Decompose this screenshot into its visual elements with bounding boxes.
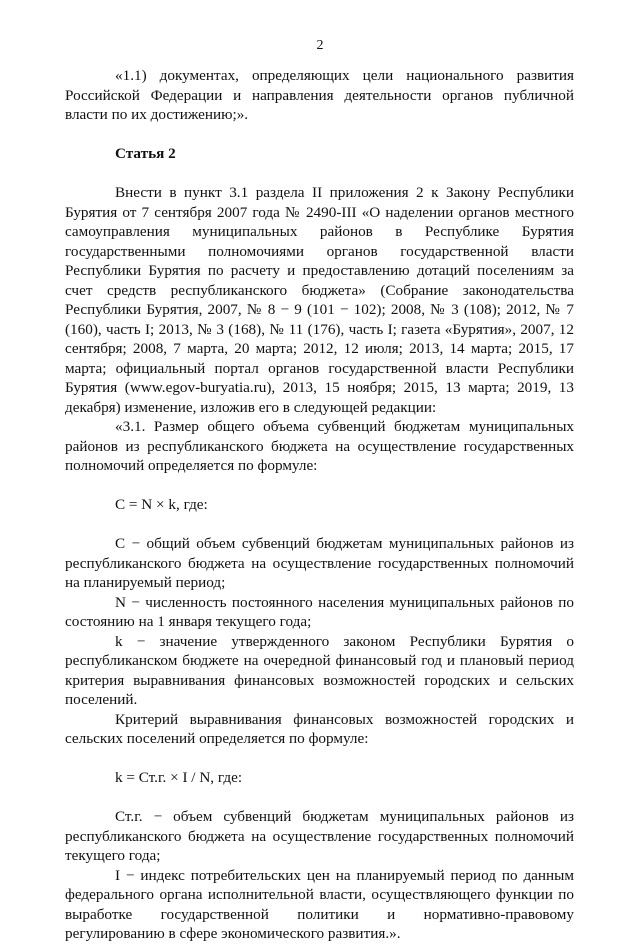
definition-c: C − общий объем субвенций бюджетам муниципальных районов из республиканского бюджета на осуществление государственных полномочий на планируемый период; xyxy=(65,535,574,591)
document-body xyxy=(65,66,574,944)
article-heading: Статья 2 xyxy=(115,145,176,162)
formula-intro-paragraph: «3.1. Размер общего объема субвенций бюджетам муниципальных районов из республиканского бюджета на осуществление государственных полномочий определяется по формуле: xyxy=(65,418,574,474)
amendment-paragraph: Внести в пункт 3.1 раздела II приложения 2 к Закону Республики Бурятия от 7 сентября 2007 года № 2490-III «О наделении органов местного самоуправления муниципальных районов в Республике Бурятия государственными полномочиями органов государственной власти Республики Бурятия по расчету и предоставлению дотаций поселениям за счет средств республиканского бюджета» (Собрание законодательства Республики Бурятия, 2007, № 8 − 9 (101 − 102); 2008, № 3 (108); 2012, № 7 (160), часть I; 2013, № 3 (168), № 11 (176), часть I; газета «Бурятия», 2007, 12 сентября; 2008, 7 марта, 20 марта; 2012, 12 июля; 2013, 14 марта; 2015, 17 марта; официальный портал органов государственной власти Республики Бурятия (www.egov-buryatia.ru), 2013, 15 ноября; 2015, 13 марта; 2019, 13 декабря) изменение, изложив его в следующей редакции: xyxy=(65,184,574,416)
page-number: 2 xyxy=(316,38,324,53)
definition-k: k − значение утвержденного законом Республики Бурятия о республиканском бюджете на очередной финансовый год и плановый период критерия выравнивания финансовых возможностей городских и сельских поселений. xyxy=(65,632,574,708)
definition-n: N − численность постоянного населения муниципальных районов по состоянию на 1 января текущего года; xyxy=(65,593,574,630)
intro-paragraph: «1.1) документах, определяющих цели национального развития Российской Федерации и направления деятельности органов публичной власти по их достижению;». xyxy=(65,67,574,123)
criterion-intro-paragraph: Критерий выравнивания финансовых возможностей городских и сельских поселений определяется по формуле: xyxy=(65,710,574,747)
definition-stg: Ст.г. − объем субвенций бюджетам муниципальных районов из республиканского бюджета на осуществление государственных полномочий текущего года; xyxy=(65,808,574,864)
formula-c: C = N × k, где: xyxy=(115,496,208,513)
definition-i: I − индекс потребительских цен на планируемый период по данным федерального органа исполнительной власти, осуществляющего функции по выработке государственной политики и нормативно-правовому регулированию в сфере экономического развития.». xyxy=(65,866,574,942)
formula-k: k = Ст.г. × I / N, где: xyxy=(115,769,243,786)
